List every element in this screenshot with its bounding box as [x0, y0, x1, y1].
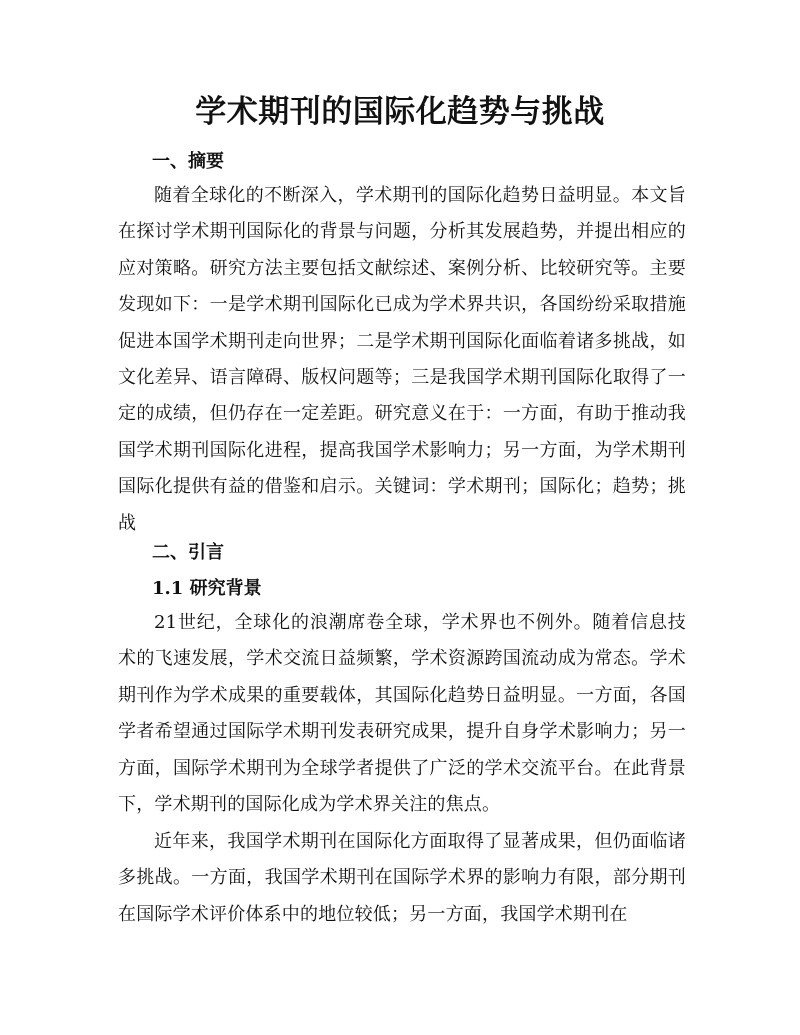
abstract-heading: 一、摘要	[152, 151, 224, 172]
background-paragraph-1: 21世纪，全球化的浪潮席卷全球，学术界也不例外。随着信息技术的飞速发展，学术交流日益频繁，学术资源跨国流动成为常态。学术期刊作为学术成果的重要载体，其国际化趋势日益明显。一方面，各国学者希望通过国际学术期刊发表研究成果，提升自身学术影响力；另一方面，国际学术期刊为全球学者提供了广泛的学术交流平台。在此背景下，学术期刊的国际化成为学术界关注的焦点。	[118, 612, 686, 816]
abstract-paragraph: 随着全球化的不断深入，学术期刊的国际化趋势日益明显。本文旨在探讨学术期刊国际化的背景与问题，分析其发展趋势，并提出相应的应对策略。研究方法主要包括文献综述、案例分析、比较研究等。主要发现如下：一是学术期刊国际化已成为学术界共识，各国纷纷采取措施促进本国学术期刊走向世界；二是学术期刊国际化面临着诸多挑战，如文化差异、语言障碍、版权问题等；三是我国学术期刊国际化取得了一定的成绩，但仍存在一定差距。研究意义在于：一方面，有助于推动我国学术期刊国际化进程，提高我国学术影响力；另一方面，为学术期刊国际化提供有益的借鉴和启示。关键词：学术期刊；国际化；趋势；挑战	[118, 185, 686, 534]
introduction-heading: 二、引言	[152, 542, 224, 563]
research-background-heading: 1.1 研究背景	[152, 578, 262, 599]
background-paragraph-2: 近年来，我国学术期刊在国际化方面取得了显著成果，但仍面临诸多挑战。一方面，我国学术期刊在国际学术界的影响力有限，部分期刊在国际学术评价体系中的地位较低；另一方面，我国学术期刊在	[118, 831, 686, 925]
document-title: 学术期刊的国际化趋势与挑战	[195, 94, 605, 130]
